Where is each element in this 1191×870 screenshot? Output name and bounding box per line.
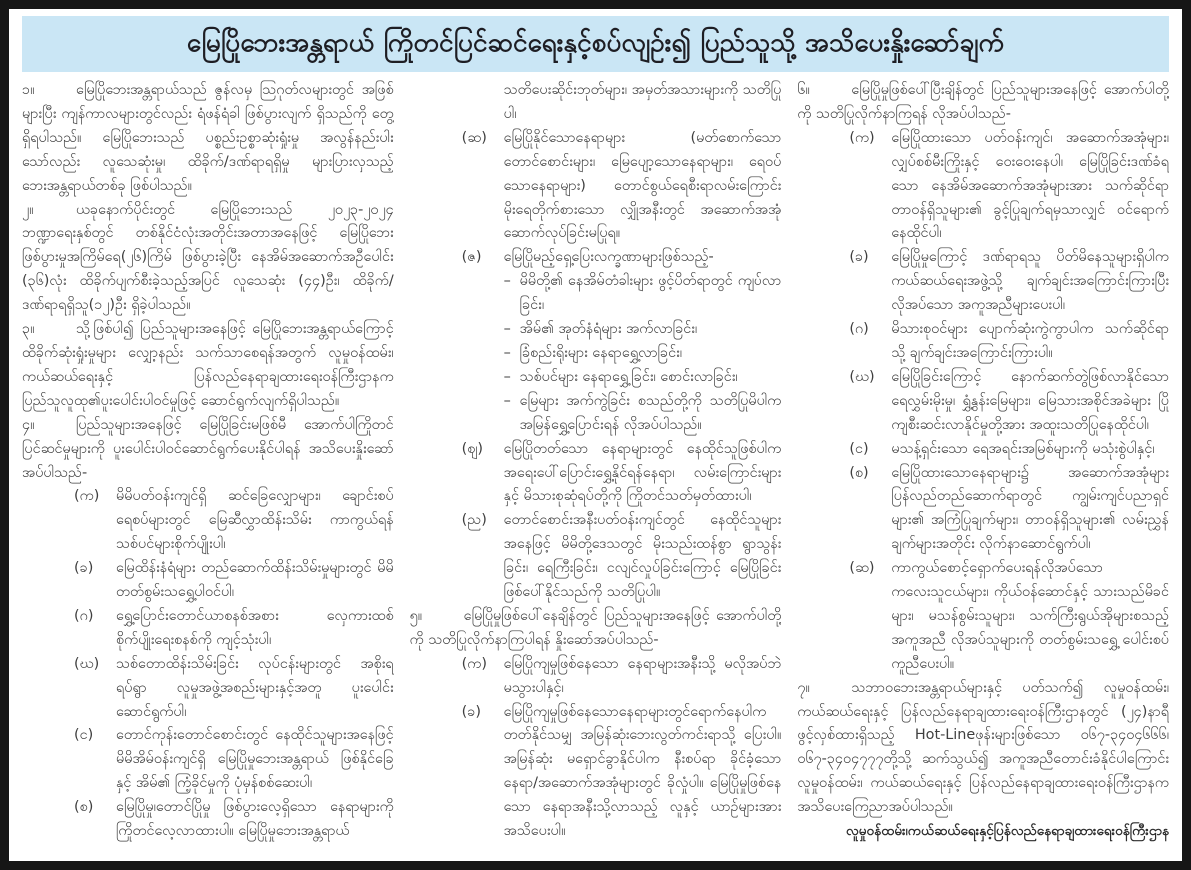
item-marker: (ခ) (461, 703, 481, 720)
item-marker: (ဃ) (849, 368, 875, 385)
list-item-ka3 (797, 127, 1169, 247)
item-marker: (ဇ) (461, 249, 482, 266)
list-item-gha (22, 653, 394, 725)
paragraph-5 (410, 605, 782, 653)
item-text: ရွှေ့ပြောင်းတောင်ယာစနစ်အစား လှေကားထစ် စိုက်ပျိုးရေးစနစ်ကို ကျင့်သုံးပါ၊ (116, 607, 394, 648)
list-item-kha3 (797, 246, 1169, 318)
paragraph-number: ၇။ (797, 679, 810, 696)
paragraph-text: သဘာဝဘေးအန္တရာယ်များနှင့် ပတ်သက်၍ လူမှုဝန်ထမ်း၊ ကယ်ဆယ်ရေးနှင့် ပြန်လည်နေရာချထားရေးဝန်ကြီးဌာနတွင် (၂၄)နာရီဖွင့်လှစ်ထားရှိသည့် Hot-Lineဖုန်းများဖြစ်သော ၀၆၇-၃၄၀၄၆၆၆၊ ၀၆၇-၃၄၀၄၇၇၇တို့သို့ ဆက်သွယ်၍ အကူအညီတောင်းခံနိုင်ပါကြောင်း လူမှုဝန်ထမ်း၊ ကယ်ဆယ်ရေးနှင့် ပြန်လည်နေရာချထားရေးဝန်ကြီးဌာနက အသိပေးကြေညာအပ်ပါသည်။ (797, 679, 1169, 816)
three-column-body (22, 79, 1169, 853)
list-item-nga (22, 724, 394, 796)
list-item-ga (22, 605, 394, 653)
paragraph-2 (22, 199, 394, 319)
column-1 (22, 79, 394, 853)
dash-marker: – (503, 368, 511, 385)
dash-text: မိမိတို့၏ နေအိမ်တံခါးများ ဖွင့်ပိတ်ရာတွင် ကျပ်လာခြင်း၊ (519, 273, 782, 314)
item-marker: (င) (849, 440, 869, 457)
list-item-zha (410, 438, 782, 510)
item-text: မြေပြိုမှု၊တောင်ပြိုမှု ဖြစ်ပွားလေ့ရှိသော နေရာများကို ကြိုတင်လေ့လာထားပါ။ မြေပြိုမှုဘေးအန္တရာယ် (116, 799, 394, 840)
list-item-gha3 (797, 366, 1169, 438)
paragraph-number: ၁။ (22, 82, 35, 98)
item-marker: (စ) (74, 799, 94, 816)
paragraph-number: ၆။ (797, 82, 810, 98)
paragraph-7-hotline (797, 677, 1169, 820)
paragraph-text: မြေပြိုဘေးအန္တရာယ်သည် ဇွန်လမှ သြဂုတ်လများတွင် အဖြစ်များပြီး ကျန်ကာလများတွင်လည်း ရံဖန်ရံခါ ဖြစ်ပွားလျက် ရှိသည်ကို တွေ့ရှိရပါသည်။ မြေပြိုဘေးသည် ပစ္စည်းဥစ္စာဆုံးရှုံးမှု အလွန်နည်းပါးသော်လည်း လူသေဆုံးမှု၊ ထိခိုက်/ဒဏ်ရာရရှိမှု များပြားလှသည့် ဘေးအန္တရာယ်တစ်ခု ဖြစ်ပါသည်။ (22, 82, 394, 194)
item-text: မြေပြိုထားသောနေရာများ၌ အဆောက်အအုံများ ပြန်လည်တည်ဆောက်ရာတွင် ကျွမ်းကျင်ပညာရှင်များ၏ အကြံပြုချက်များ၊ တာဝန်ရှိသူများ၏ လမ်းညွှန်ချက်များအတိုင်း လိုက်နာဆောင်ရွက်ပါ၊ (891, 464, 1169, 553)
dash-item-2 (410, 318, 782, 342)
paragraph-text: သို့ဖြစ်ပါ၍ ပြည်သူများအနေဖြင့် မြေပြိုဘေးအန္တရာယ်ကြောင့် ထိခိုက်ဆုံးရှုံးမှုများ လျှော့နည်း သက်သာစေရန်အတွက် လူမှုဝန်ထမ်း၊ ကယ်ဆယ်ရေးနှင့် ပြန်လည်နေရာချထားရေးဝန်ကြီးဌာနက ပြည်သူလူထု၏ပူးပေါင်းပါဝင်မှုဖြင့် ဆောင်ရွက်လျက်ရှိပါသည်။ (22, 321, 394, 409)
dash-marker: – (503, 321, 511, 338)
item-marker: (ဆ) (461, 129, 487, 146)
dash-marker: – (503, 273, 511, 290)
dash-item-4 (410, 366, 782, 390)
continuation-text: သတိပေးဆိုင်းဘုတ်များ၊ အမှတ်အသားများကို သတိပြုပါ၊ (503, 82, 782, 122)
item-text: ကာကွယ်စောင့်ရှောက်ပေးရန်လိုအပ်သော ကလေးသူငယ်များ၊ ကိုယ်ဝန်ဆောင်နှင့် သားသည်မိခင်များ၊ မသန်စွမ်းသူများ၊ သက်ကြီးရွယ်အိုများစသည့် အကူအညီ လိုအပ်သူများကို တတ်စွမ်းသရွှေ့ ပေါင်းစပ်ကူညီပေးပါ။ (891, 560, 1169, 672)
item-text: မိသားစုဝင်များ ပျောက်ဆုံးကွဲကွာပါက သက်ဆိုင်ရာသို့ ချက်ချင်းအကြောင်းကြားပါ။ (891, 321, 1169, 361)
item-marker: (ဃ) (74, 655, 100, 672)
list-item-nga3 (797, 438, 1169, 462)
paragraph-text: ပြည်သူများအနေဖြင့် မြေပြိုခြင်းမဖြစ်မီ အောက်ပါကြိုတင်ပြင်ဆင်မှုများကို ပူးပေါင်းပါဝင်ဆောင်ရွက်ပေးနိုင်ပါရန် အသိပေးနှိုးဆော်အပ်ပါသည်- (22, 416, 394, 481)
paragraph-text: မြေပြိုမှုဖြစ်ပေါ်ပြီးချိန်တွင် ပြည်သူများအနေဖြင့် အောက်ပါတို့ကို သတိပြုလိုက်နာကြရန် လိုအပ်ပါသည်- (797, 82, 1169, 122)
list-item-sa3 (797, 462, 1169, 558)
item-marker: (ခ) (849, 249, 869, 266)
document-title-banner (22, 16, 1169, 72)
dash-text: ခြံစည်းရိုးများ နေရာရွှေ့လာခြင်း၊ (519, 344, 683, 361)
paragraph-6 (797, 79, 1169, 127)
list-item-ka2 (410, 653, 782, 701)
item-text: မြေပြိုကျမှုဖြစ်နေသော နေရာများအနီးသို့ မလိုအပ်ဘဲ မသွားပါနှင့်၊ (503, 655, 782, 696)
item-text: တောင်ကုန်းတောင်စောင်းတွင် နေထိုင်သူများအနေဖြင့် မိမိအိမ်ဝန်းကျင်ရှိ မြေပြိုမှုဘေးအန္တရာယ် ဖြစ်နိုင်ခြေနှင့် အိမ်၏ ကြံ့ခိုင်မှုကို ပုံမှန်စစ်ဆေးပါ၊ (116, 727, 394, 792)
dash-item-3 (410, 342, 782, 366)
item-marker: (ဆ) (849, 560, 875, 577)
item-text: မြေထိန်းနံရံများ တည်ဆောက်ထိန်းသိမ်းမှုများတွင် မိမိတတ်စွမ်းသရွှေ့ပါဝင်ပါ၊ (116, 560, 394, 601)
item-text: မြေပြိုမှုကြောင့် ဒဏ်ရာရသူ ပိတ်မိနေသူများရှိပါက ကယ်ဆယ်ရေးအဖွဲ့သို့ ချက်ချင်းအကြောင်းကြားပြီး လိုအပ်သော အကူအညီများပေးပါ၊ (891, 249, 1169, 314)
item-text: မိမိပတ်ဝန်းကျင်ရှိ ဆင်ခြေလျှောများ၊ ချောင်းစပ် ရေစပ်များတွင် မြေဆီလွှာထိန်းသိမ်း ကာကွယ်ရန် သစ်ပင်များစိုက်ပျိုးပါ၊ (116, 488, 394, 553)
dash-marker: – (503, 392, 511, 409)
item-text: မသန့်ရှင်းသော ရေအရင်းအမြစ်များကို မသုံးစွဲပါနှင့်၊ (891, 440, 1155, 457)
list-item-hsa (410, 127, 782, 247)
paragraph-1 (22, 79, 394, 199)
dash-text: သစ်ပင်များ နေရာရွှေ့ခြင်း၊ စောင်းလာခြင်း၊ (519, 368, 738, 385)
item-text: မြေပြိုနိုင်သောနေရာများ (မတ်စောက်သော တောင်စောင်းများ၊ မြေပျော့သောနေရာများ၊ ရေဝပ်သောနေရာများ) တောင်စွယ်ရေစီးရာလမ်းကြောင်း မိုးရေတိုက်စားသော လျှိုအနီးတွင် အဆောက်အအုံ ဆောက်လုပ်ခြင်းမပြုရ။ (503, 129, 782, 242)
list-item-nya (410, 509, 782, 605)
column-3 (797, 79, 1169, 853)
list-item-ga3 (797, 318, 1169, 366)
item-text: မြေပြိုထားသော ပတ်ဝန်းကျင်၊ အဆောက်အအုံများ၊ လျှပ်စစ်မီးကြိုးနှင့် ဝေးဝေးနေပါ၊ မြေပြိုခြင်းဒဏ်ခံရသော နေအိမ်အဆောက်အအုံများအား သက်ဆိုင်ရာ တာဝန်ရှိသူများ၏ ခွင့်ပြုချက်ရမှသာလျှင် ဝင်ရောက်နေထိုင်ပါ၊ (891, 129, 1169, 242)
item-text: မြေပြိုခြင်းကြောင့် နောက်ဆက်တွဲဖြစ်လာနိုင်သော ရေလွှမ်းမိုးမှု၊ ရွှံ့နွန်းမြေများ၊ မြေသားအစိုင်အခဲများ ပြိုကျစီးဆင်းလာနိုင်မှုတို့အား အထူးသတိပြုနေထိုင်ပါ၊ (891, 368, 1169, 433)
item-text: မြေပြိုကျမှုဖြစ်နေသောနေရာများတွင်ရောက်နေပါက တတ်နိုင်သမျှ အမြန်ဆုံးဘေးလွတ်ကင်းရာသို့ ပြေးပါ။ အမြန်ဆုံး မရှောင်ခွာနိုင်ပါက နီးစပ်ရာ ခိုင်ခံ့သော နေရာ/အဆောက်အအုံများတွင် ခိုလှုံပါ။ မြေပြိုမှုဖြစ်နေသော နေရာအနီးသို့လာသည့် လူနှင့် ယာဉ်များအား အသိပေးပါ။ (503, 703, 782, 840)
list-item-ka (22, 485, 394, 557)
paragraph-3 (22, 318, 394, 414)
dash-item-5 (410, 390, 782, 438)
paragraph-number: ၂။ (22, 201, 34, 218)
item-text: မြေပြိုတတ်သော နေရာများတွင် နေထိုင်သူဖြစ်ပါက အရေးပေါ်ပြောင်းရွှေ့နိုင်ရန်နေရာ၊ လမ်းကြောင်းများနှင့် မိသားစုဆုံရပ်တို့ကို ကြိုတင်သတ်မှတ်ထားပါ၊ (503, 440, 782, 505)
item-marker: (ည) (461, 512, 487, 529)
item-marker: (က) (461, 655, 487, 672)
item-text: မြေပြိုမည့်ရှေ့ပြေးလက္ခဏာများဖြစ်သည့်- (503, 249, 714, 266)
list-item-sa (22, 796, 394, 844)
item-text: တောင်စောင်းအနီးပတ်ဝန်းကျင်တွင် နေထိုင်သူများအနေဖြင့် မိမိတို့ဒေသတွင် မိုးသည်းထန်စွာ ရွာသွန်းခြင်း၊ ရေကြီးခြင်း၊ ငလျင်လှုပ်ခြင်းကြောင့် မြေပြိုခြင်းဖြစ်ပေါ်နိုင်သည်ကို သတိပြုပါ။ (503, 512, 782, 601)
item-marker: (ဂ) (74, 607, 94, 624)
list-item-kha (22, 557, 394, 605)
list-item-hsa3 (797, 557, 1169, 677)
issuing-ministry-signature: လူမှုဝန်ထမ်း၊ကယ်ဆယ်ရေးနှင့်ပြန်လည်နေရာချထားရေးဝန်ကြီးဌာန (846, 823, 1169, 840)
paragraph-text: မြေပြိုမှုဖြစ်ပေါ်နေချိန်တွင် ပြည်သူများအနေဖြင့် အောက်ပါတို့ကို သတိပြုလိုက်နာကြပါရန် နှိုးဆော်အပ်ပါသည်- (409, 607, 782, 648)
dash-marker: – (503, 344, 511, 361)
dash-text: အိမ်၏ အုတ်နံရံများ အက်လာခြင်း၊ (519, 321, 698, 338)
item-marker: (စ) (849, 464, 869, 481)
item-marker: (က) (74, 488, 100, 505)
page-title: မြေပြိုဘေးအန္တရာယ် ကြိုတင်ပြင်ဆင်ရေးနှင့်စပ်လျဉ်း၍ ပြည်သူသို့ အသိပေးနှိုးဆော်ချက် (186, 27, 1005, 58)
column-2 (410, 79, 782, 853)
paragraph-number: ၃။ (22, 321, 35, 338)
paragraph-text: ယခုနောက်ပိုင်းတွင် မြေပြိုဘေးသည် ၂၀၂၃-၂၀၂၄ ဘဏ္ဍာရေးနှစ်တွင် တစ်နိုင်ငံလုံးအတိုင်းအတာအနေဖြင့် မြေပြိုဘေးဖြစ်ပွားမှုအကြိမ်ရေ(၂၆)ကြိမ် ဖြစ်ပွားခဲ့ပြီး နေအိမ်အဆောက်အဦပေါင်း (၃၆)လုံး ထိခိုက်ပျက်စီးခဲ့သည့်အပြင် လူသေဆုံး (၄၄)ဦး၊ ထိခိုက်/ဒဏ်ရာရရှိသူ(၁၂)ဦး ရှိခဲ့ပါသည်။ (22, 201, 394, 314)
paragraph-4 (22, 414, 394, 486)
paragraph-number: ၄။ (22, 416, 35, 433)
item-marker: (င) (74, 727, 94, 744)
list-item-kha2 (410, 701, 782, 844)
list-item-za (410, 246, 782, 270)
item-marker: (ခ) (74, 560, 94, 577)
dash-text: မြေများ အက်ကွဲခြင်း စသည်တို့ကို သတိပြုမိပါက အမြန်ရွှေ့ပြောင်းရန် လိုအပ်ပါသည်။ (519, 392, 782, 433)
item-marker: (ဂ) (849, 321, 869, 338)
item-marker: (က) (849, 129, 875, 146)
item-marker: (ဈ) (461, 440, 484, 457)
dash-item-1 (410, 270, 782, 318)
item-text: သစ်တောထိန်းသိမ်းခြင်း လုပ်ငန်းများတွင် အစိုးရ ရပ်ရွာ လူမှုအဖွဲ့အစည်းများနှင့်အတူ ပူးပေါင်း ဆောင်ရွက်ပါ၊ (116, 655, 394, 720)
paragraph-number: ၅။ (409, 607, 423, 624)
